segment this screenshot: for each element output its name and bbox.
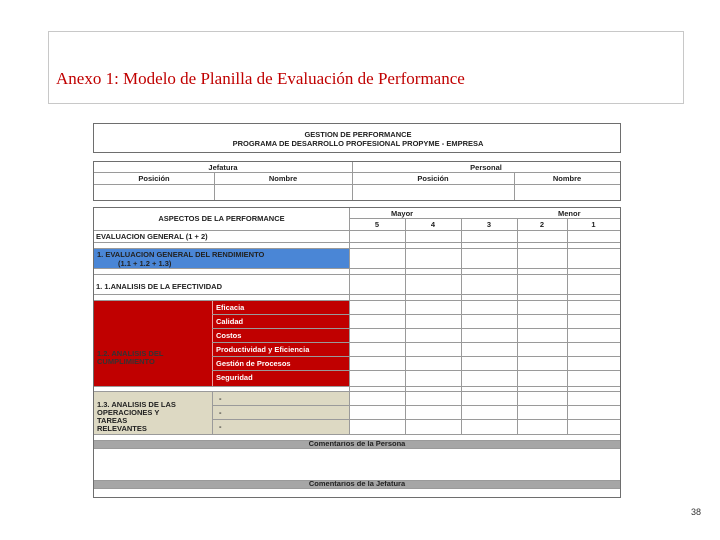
title-box (48, 31, 684, 104)
tarea-item-2: - (219, 408, 222, 417)
item-costos: Costos (216, 331, 242, 340)
tarea-item-1: - (219, 394, 222, 403)
jefatura-nombre-label: Nombre (268, 174, 298, 183)
aspects-table (93, 207, 621, 498)
form-header (93, 123, 621, 153)
row-efectividad: 1. 1.ANALISIS DE LA EFECTIVIDAD (96, 282, 222, 291)
personal-nombre-label: Nombre (552, 174, 582, 183)
slide-title: Anexo 1: Modelo de Planilla de Evaluación de Performance (56, 69, 465, 88)
comentarios-jefatura-label: Comentarios de la Jefatura (308, 479, 406, 488)
jefatura-label: Jefatura (208, 163, 238, 172)
scale-2: 2 (539, 220, 545, 229)
form-header-subtitle: PROGRAMA DE DESARROLLO PROFESIONAL PROPYME - EMPRESA (232, 139, 484, 148)
scale-3: 3 (486, 220, 492, 229)
scale-4: 4 (430, 220, 436, 229)
scale-mayor-label: Mayor (391, 209, 414, 218)
scale-1: 1 (591, 220, 596, 229)
item-calidad: Calidad (216, 317, 244, 326)
row-rendimiento-line1: 1. EVALUACION GENERAL DEL RENDIMIENTO (97, 250, 265, 259)
jefatura-posicion-label: Posición (138, 174, 170, 183)
row-evaluacion-general: EVALUACION GENERAL (1 + 2) (96, 232, 208, 241)
form-header-title: GESTION DE PERFORMANCE (304, 130, 412, 139)
scale-menor-label: Menor (558, 209, 581, 218)
page-number: 38 (691, 507, 702, 517)
row-tareas-line4: RELEVANTES (97, 424, 147, 433)
row-tareas-line3: TAREAS (97, 416, 128, 425)
people-block (93, 161, 621, 201)
scale-5: 5 (374, 220, 380, 229)
row-tareas-line1: 1.3. ANALISIS DE LAS (97, 400, 176, 409)
row-rendimiento-line2: (1.1 + 1.2 + 1.3) (118, 259, 172, 268)
row-tareas-line2: OPERACIONES Y (97, 408, 160, 417)
item-eficacia: Eficacia (216, 303, 245, 312)
row-cumplimiento-line2: CUMPLIMIENTO (97, 357, 155, 366)
personal-label: Personal (470, 163, 502, 172)
personal-posicion-label: Posición (417, 174, 449, 183)
item-seguridad: Seguridad (216, 373, 253, 382)
comentarios-persona-label: Comentarios de la Persona (308, 439, 406, 448)
item-gestion-procesos: Gestión de Procesos (216, 359, 291, 368)
aspects-label: ASPECTOS DE LA PERFORMANCE (158, 214, 285, 223)
item-productividad: Productividad y Eficiencia (216, 345, 310, 354)
row-cumplimiento-line1: 1.2. ANALISIS DEL (97, 349, 164, 358)
tarea-item-3: - (219, 422, 222, 431)
evaluation-form (93, 123, 621, 515)
